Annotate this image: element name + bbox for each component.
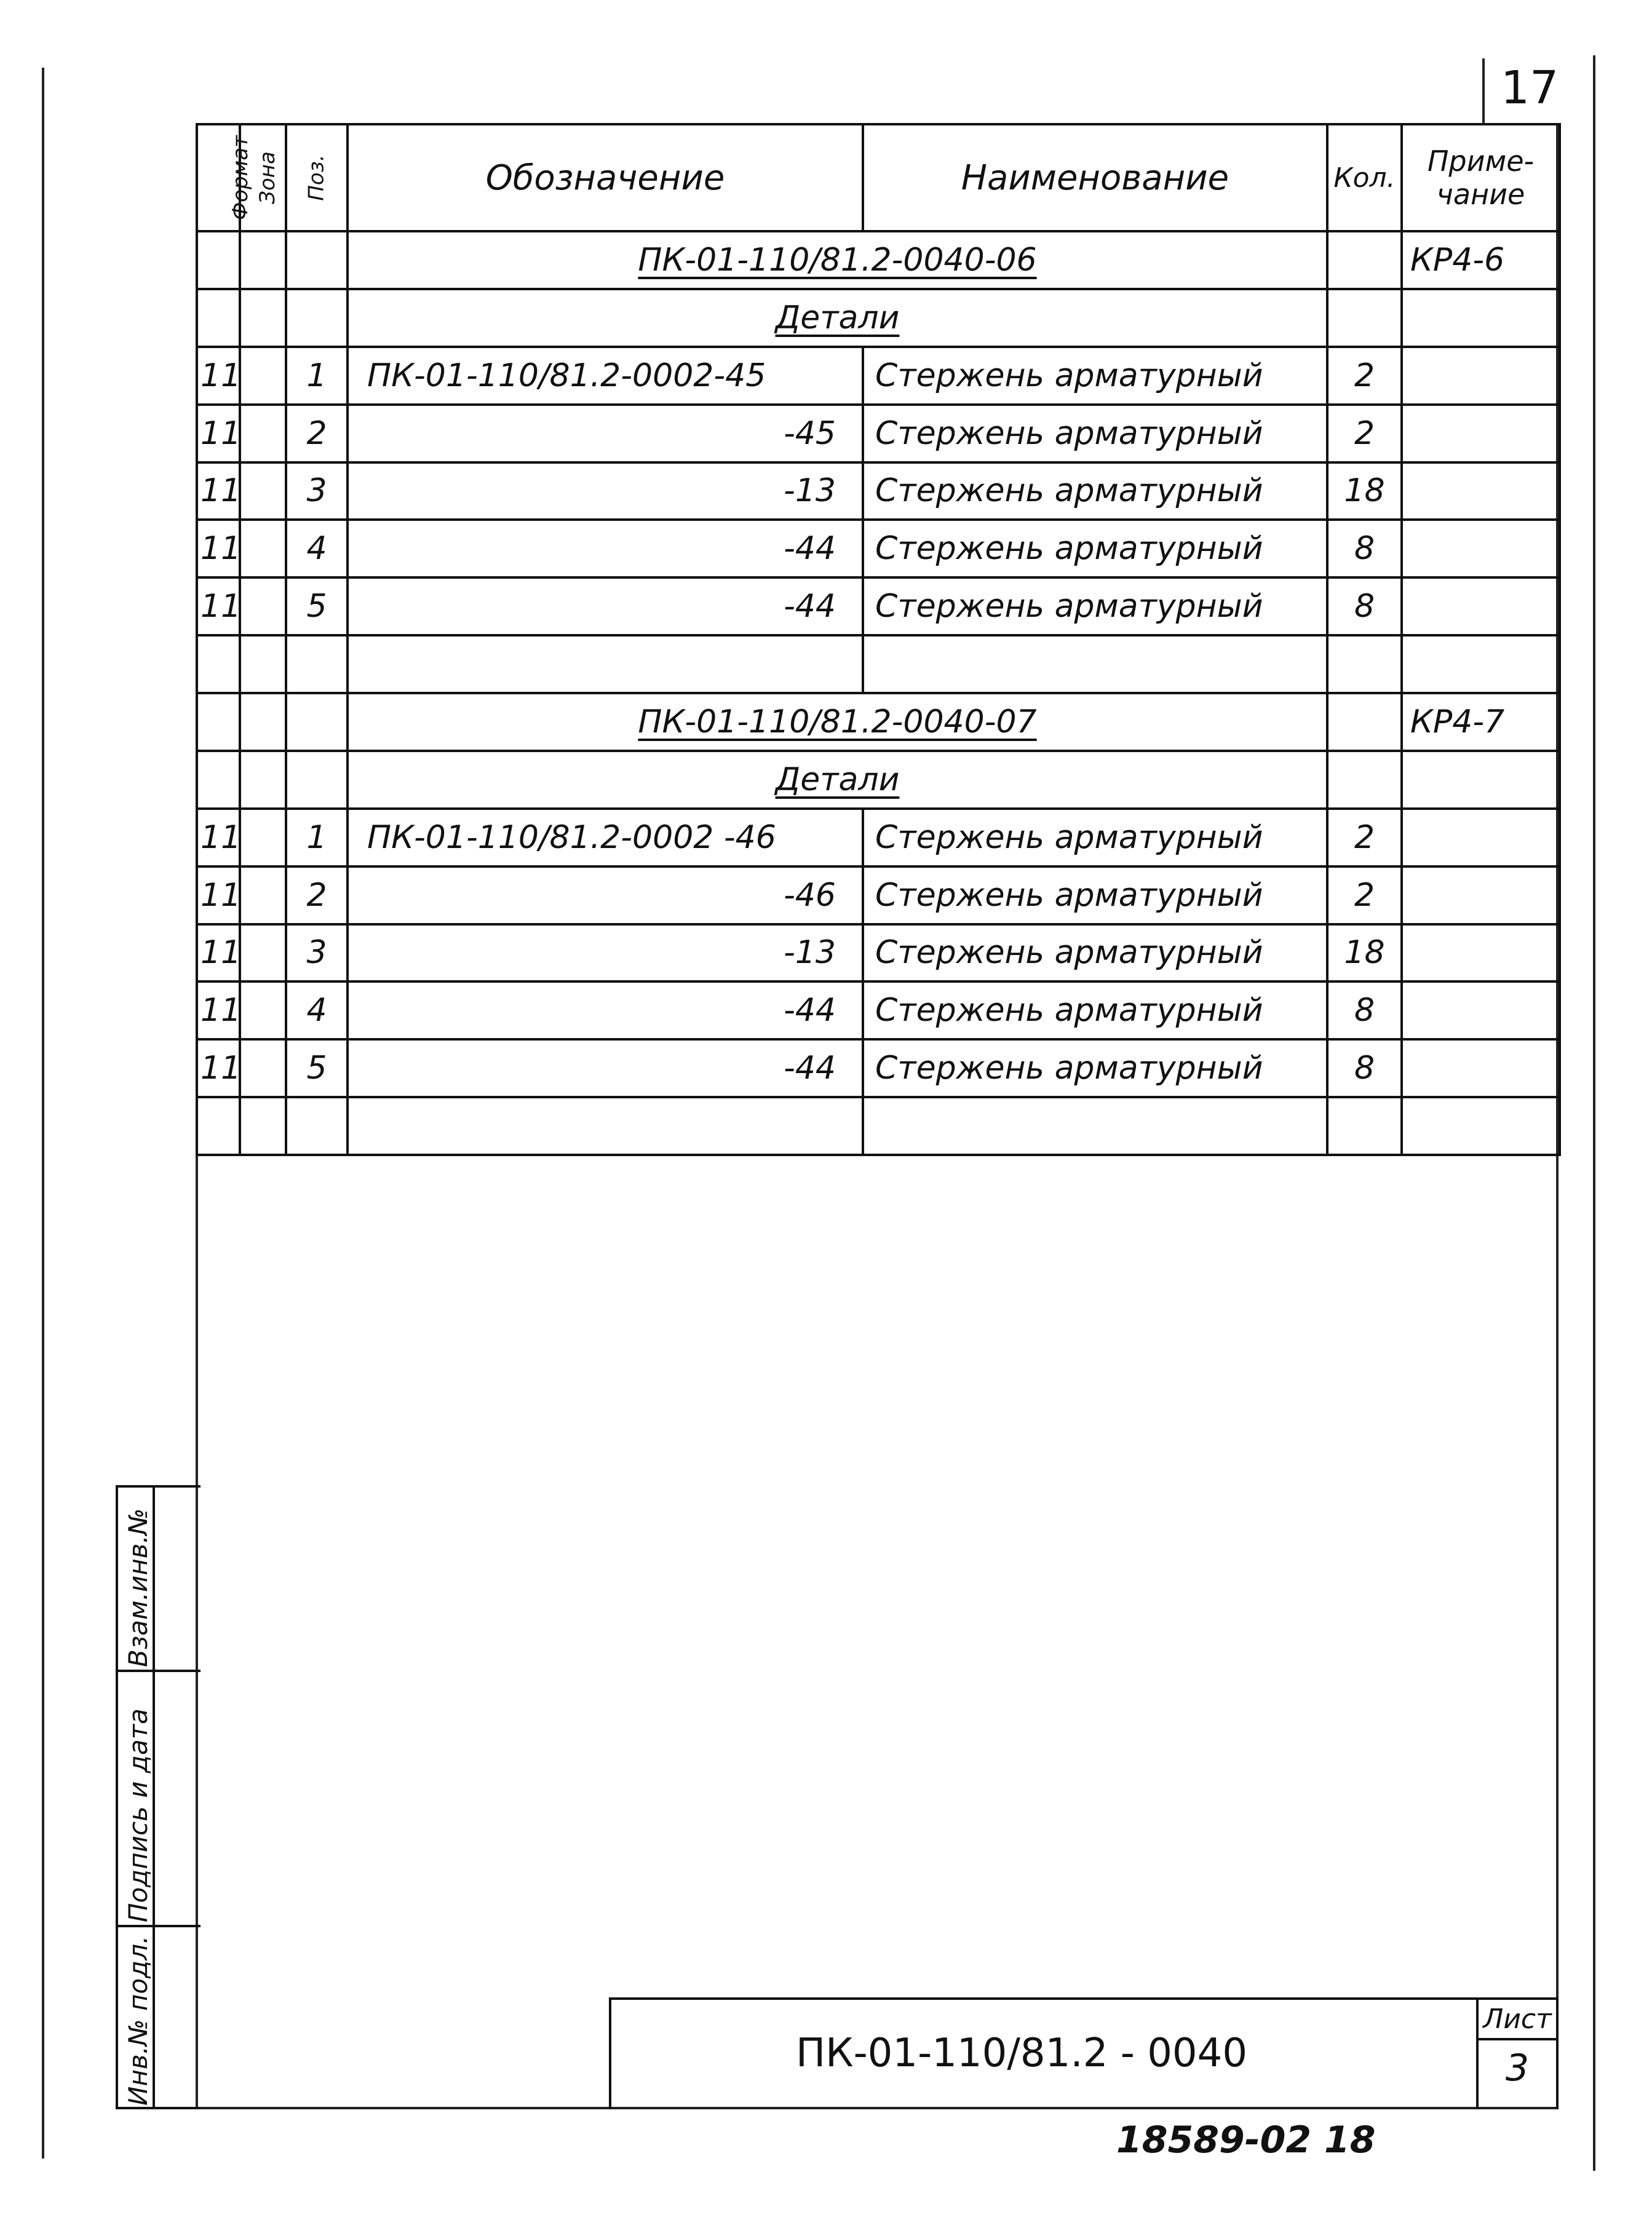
table-row: 11 5 -44 Стержень арматурный 8	[197, 1039, 1560, 1097]
header-qty: Кол.	[1327, 124, 1402, 231]
sheet-label: Лист	[1479, 2000, 1556, 2040]
table-row: 11 2 -46 Стержень арматурный 2	[197, 866, 1560, 924]
assembly-row	[197, 693, 1560, 751]
table-row: 11 1 ПК-01-110/81.2-0002 -46 Стержень арматурный 2	[197, 809, 1560, 866]
document-code: ПК-01-110/81.2 - 0040	[796, 2031, 1248, 2076]
right-margin-line	[1593, 55, 1595, 2171]
assembly-row	[197, 231, 1560, 289]
assembly-note: КР4-7	[1402, 693, 1560, 751]
empty-row	[197, 1097, 1560, 1155]
assembly-note: КР4-6	[1402, 231, 1560, 289]
table-row: 11 2 -45 Стержень арматурный 2	[197, 405, 1560, 462]
header-zone: Зона	[240, 124, 286, 231]
signature-date-label: Подпись и дата	[123, 1708, 153, 1922]
page-number-box-line	[1482, 58, 1485, 123]
binding-divider	[118, 1925, 201, 1927]
table-row: 11 5 -44 Стержень арматурный 8	[197, 577, 1560, 635]
binding-divider	[118, 1670, 201, 1672]
header-pos: Поз.	[286, 124, 347, 231]
section-row	[197, 289, 1560, 347]
section-title: Детали	[347, 289, 1327, 347]
table-row: 11 4 -44 Стержень арматурный 8	[197, 981, 1560, 1039]
left-margin-line	[42, 68, 44, 2159]
sheet-box	[1476, 2000, 1556, 2109]
binding-strip	[116, 1485, 201, 2109]
specification-table	[196, 123, 1561, 1156]
sheet-number: 3	[1505, 2047, 1530, 2090]
empty-row	[197, 635, 1560, 693]
table-row: 11 4 -44 Стержень арматурный 8	[197, 520, 1560, 577]
section-title: Детали	[347, 751, 1327, 809]
header-designation: Обозначение	[347, 124, 863, 231]
section-row	[197, 751, 1560, 809]
table-row: 11 1 ПК-01-110/81.2-0002-45 Стержень арматурный 2	[197, 347, 1560, 405]
assembly-code: ПК-01-110/81.2-0040-07	[347, 693, 1327, 751]
page-number: 17	[1501, 61, 1559, 114]
assembly-code: ПК-01-110/81.2-0040-06	[347, 231, 1327, 289]
replace-inv-label: Взам.инв.№	[123, 1508, 153, 1667]
table-row: 11 3 -13 Стержень арматурный 18	[197, 924, 1560, 982]
archive-number: 18589-02 18	[1116, 2119, 1376, 2162]
header-note: Приме-чание	[1402, 124, 1560, 231]
inv-original-label: Инв.№ подл.	[123, 1935, 153, 2106]
header-format: Формат	[197, 124, 240, 231]
header-name: Наименование	[863, 124, 1327, 231]
title-block	[609, 1997, 1559, 2109]
table-row: 11 3 -13 Стержень арматурный 18	[197, 462, 1560, 520]
table-header-row	[197, 124, 1560, 231]
